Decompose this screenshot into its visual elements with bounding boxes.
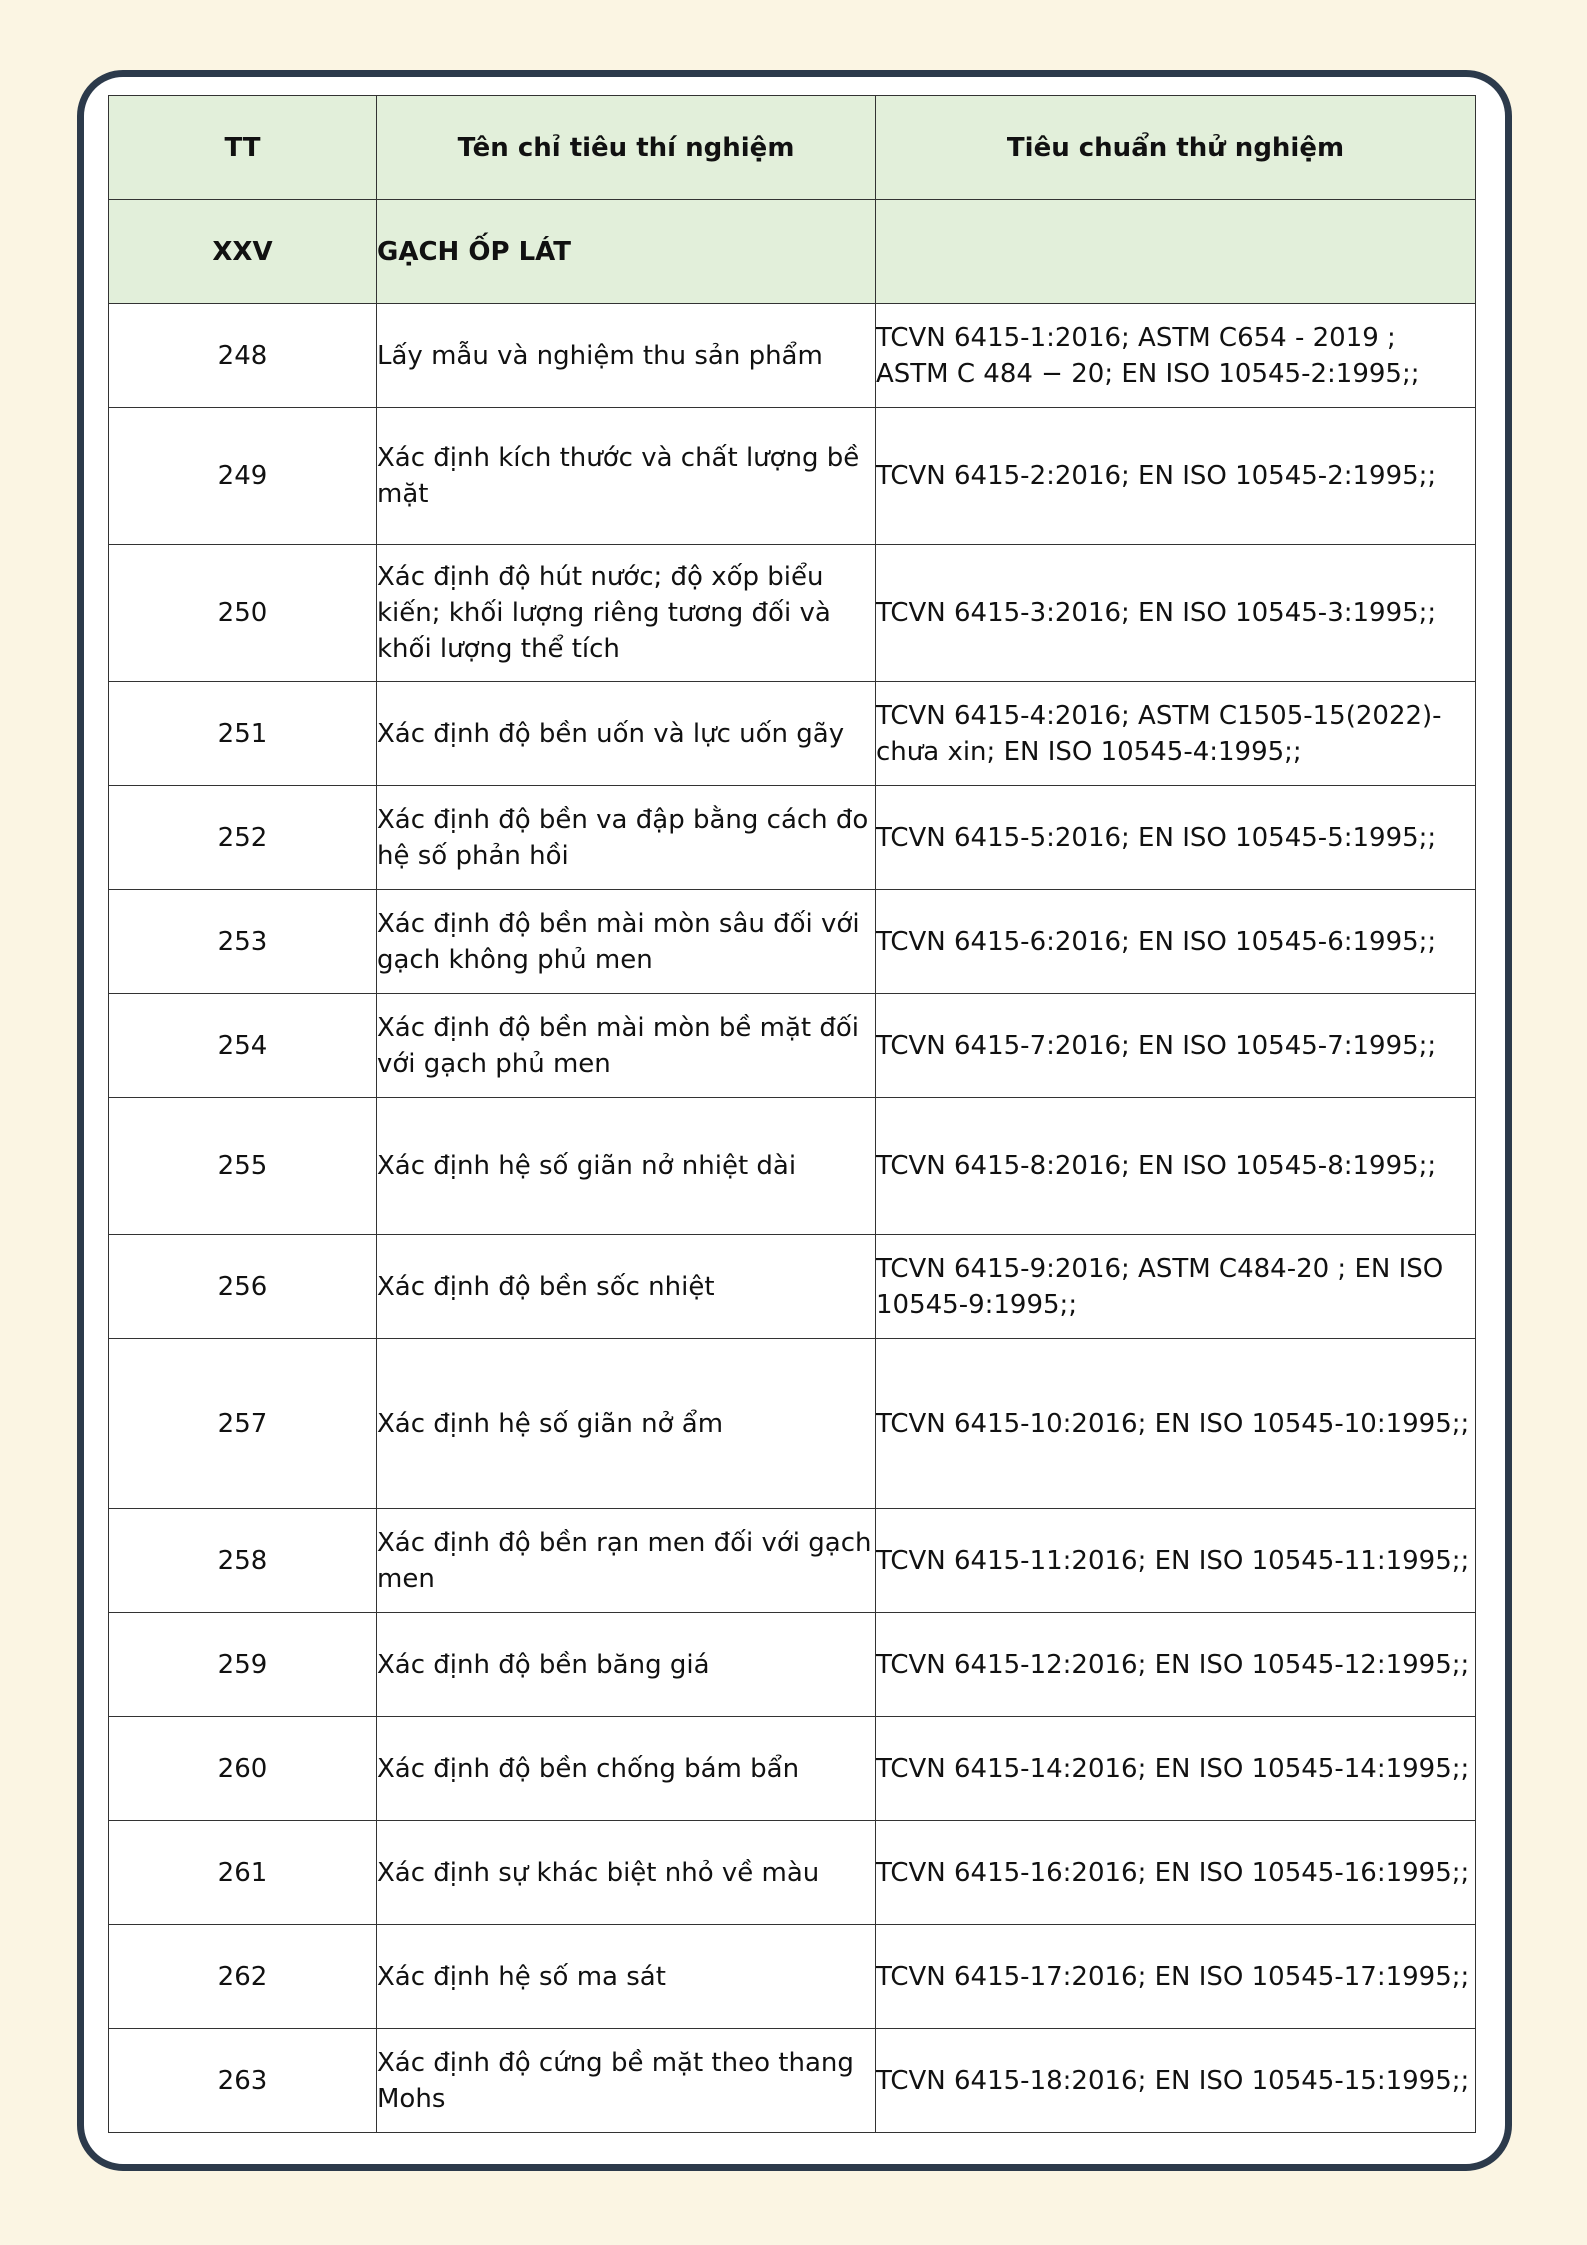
row-test-name: Xác định độ bền uốn và lực uốn gãy [377, 682, 876, 786]
row-test-name: Xác định kích thước và chất lượng bề mặt [377, 408, 876, 545]
table-row [109, 1821, 1476, 1925]
row-test-standard: TCVN 6415-9:2016; ASTM C484-20 ; EN ISO 10545-9:1995;; [876, 1235, 1476, 1339]
row-test-standard: TCVN 6415-7:2016; EN ISO 10545-7:1995;; [876, 994, 1476, 1098]
row-tt: 262 [109, 1925, 377, 2029]
table-row [109, 1235, 1476, 1339]
row-tt: 258 [109, 1509, 377, 1613]
header-test-standard: Tiêu chuẩn thử nghiệm [876, 96, 1476, 200]
row-test-name: Xác định độ bền mài mòn bề mặt đối với gạch phủ men [377, 994, 876, 1098]
row-test-name: Xác định hệ số giãn nở ẩm [377, 1339, 876, 1509]
table-row [109, 408, 1476, 545]
table-row [109, 994, 1476, 1098]
row-test-name: Xác định độ bền băng giá [377, 1613, 876, 1717]
row-test-standard: TCVN 6415-3:2016; EN ISO 10545-3:1995;; [876, 545, 1476, 682]
test-standards-table [108, 95, 1476, 2133]
table-row [109, 2029, 1476, 2133]
row-test-standard: TCVN 6415-16:2016; EN ISO 10545-16:1995;; [876, 1821, 1476, 1925]
row-test-standard: TCVN 6415-1:2016; ASTM C654 - 2019 ; ASTM C 484 − 20; EN ISO 10545-2:1995;; [876, 304, 1476, 408]
row-tt: 254 [109, 994, 377, 1098]
row-tt: 255 [109, 1098, 377, 1235]
table-row [109, 1509, 1476, 1613]
row-test-name: Xác định độ bền rạn men đối với gạch men [377, 1509, 876, 1613]
row-tt: 260 [109, 1717, 377, 1821]
header-test-name: Tên chỉ tiêu thí nghiệm [377, 96, 876, 200]
row-tt: 250 [109, 545, 377, 682]
section-name: GẠCH ỐP LÁT [377, 200, 876, 304]
row-tt: 256 [109, 1235, 377, 1339]
table-row [109, 786, 1476, 890]
row-test-standard: TCVN 6415-18:2016; EN ISO 10545-15:1995;; [876, 2029, 1476, 2133]
row-tt: 248 [109, 304, 377, 408]
row-tt: 253 [109, 890, 377, 994]
table-row [109, 1717, 1476, 1821]
row-test-name: Xác định độ bền chống bám bẩn [377, 1717, 876, 1821]
row-test-standard: TCVN 6415-11:2016; EN ISO 10545-11:1995;; [876, 1509, 1476, 1613]
row-test-standard: TCVN 6415-5:2016; EN ISO 10545-5:1995;; [876, 786, 1476, 890]
row-test-name: Xác định độ hút nước; độ xốp biểu kiến; khối lượng riêng tương đối và khối lượng thể tích [377, 545, 876, 682]
row-test-standard: TCVN 6415-6:2016; EN ISO 10545-6:1995;; [876, 890, 1476, 994]
row-test-name: Xác định sự khác biệt nhỏ về màu [377, 1821, 876, 1925]
row-tt: 257 [109, 1339, 377, 1509]
section-row [109, 200, 1476, 304]
table-row [109, 545, 1476, 682]
row-test-standard: TCVN 6415-10:2016; EN ISO 10545-10:1995;; [876, 1339, 1476, 1509]
table-row [109, 1613, 1476, 1717]
table-header-row [109, 96, 1476, 200]
row-test-name: Xác định độ bền mài mòn sâu đối với gạch không phủ men [377, 890, 876, 994]
row-test-standard: TCVN 6415-12:2016; EN ISO 10545-12:1995;; [876, 1613, 1476, 1717]
row-test-standard: TCVN 6415-2:2016; EN ISO 10545-2:1995;; [876, 408, 1476, 545]
table-row [109, 1339, 1476, 1509]
row-tt: 249 [109, 408, 377, 545]
row-tt: 259 [109, 1613, 377, 1717]
row-test-standard: TCVN 6415-17:2016; EN ISO 10545-17:1995;; [876, 1925, 1476, 2029]
header-tt: TT [109, 96, 377, 200]
row-tt: 252 [109, 786, 377, 890]
row-tt: 263 [109, 2029, 377, 2133]
row-test-name: Xác định độ bền va đập bằng cách đo hệ số phản hồi [377, 786, 876, 890]
row-test-name: Xác định độ bền sốc nhiệt [377, 1235, 876, 1339]
row-test-name: Xác định hệ số giãn nở nhiệt dài [377, 1098, 876, 1235]
row-test-name: Xác định hệ số ma sát [377, 1925, 876, 2029]
section-number: XXV [109, 200, 377, 304]
table-row [109, 1098, 1476, 1235]
table-row [109, 304, 1476, 408]
table-row [109, 890, 1476, 994]
table-row [109, 1925, 1476, 2029]
row-test-name: Xác định độ cứng bề mặt theo thang Mohs [377, 2029, 876, 2133]
row-tt: 251 [109, 682, 377, 786]
row-test-name: Lấy mẫu và nghiệm thu sản phẩm [377, 304, 876, 408]
row-tt: 261 [109, 1821, 377, 1925]
row-test-standard: TCVN 6415-4:2016; ASTM C1505-15(2022)- chưa xin; EN ISO 10545-4:1995;; [876, 682, 1476, 786]
section-standard [876, 200, 1476, 304]
row-test-standard: TCVN 6415-8:2016; EN ISO 10545-8:1995;; [876, 1098, 1476, 1235]
table-row [109, 682, 1476, 786]
row-test-standard: TCVN 6415-14:2016; EN ISO 10545-14:1995;; [876, 1717, 1476, 1821]
